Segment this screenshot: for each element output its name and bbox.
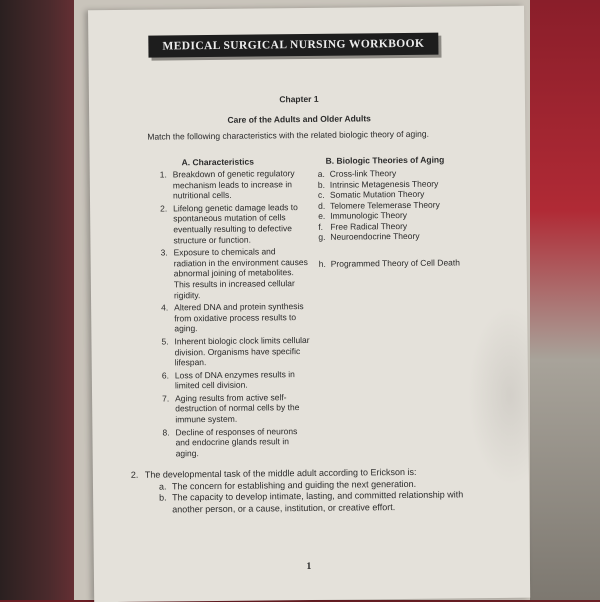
list-item: 3. Exposure to chemicals and radiation in the environment causes abnormal joining of metabolites. This results in increased cellular rigidity. <box>160 246 308 300</box>
question-2 <box>131 466 471 516</box>
list-item: 4. Altered DNA and protein synthesis from oxidative process results to aging. <box>161 301 304 334</box>
list-item: d. Telomere Telemerase Theory <box>318 199 440 211</box>
list-item: 1. Breakdown of genetic regulatory mechanism leads to increase in nutritional cells. <box>159 168 295 201</box>
characteristics-list <box>160 168 313 461</box>
workbook-page <box>88 6 530 602</box>
background-left <box>0 0 80 600</box>
question-stem: 2. The developmental task of the middle adult according to Erickson is: <box>130 466 417 480</box>
column-b-heading: B. Biologic Theories of Aging <box>325 154 445 166</box>
list-item: g. Neuroendocrine Theory <box>318 230 420 242</box>
list-item: c. Somatic Mutation Theory <box>317 188 425 200</box>
list-item: f. Free Radical Theory <box>318 220 408 232</box>
page-number: 1 <box>306 560 312 573</box>
chapter-number: Chapter 1 <box>279 93 319 105</box>
list-item: 5. Inherent biologic clock limits cellular division. Organisms have specific lifespan. <box>161 334 310 368</box>
lighting-shadow <box>467 306 529 487</box>
list-item: 2. Lifelong genetic damage leads to spontaneous mutation of cells eventually resulting to defective structure or function. <box>160 201 298 245</box>
list-item: 6. Loss of DNA enzymes results in limited cell division. <box>161 368 295 391</box>
list-item: a. Cross-link Theory <box>317 168 397 179</box>
answer-option-b: b. The capacity to develop intimate, lasting, and committed relationship with another person, or a cause, institution, or creative effort. <box>159 489 464 514</box>
list-item: h. Programmed Theory of Cell Death <box>318 256 461 269</box>
column-a-heading: A. Characteristics <box>181 156 254 168</box>
answer-option-a: a. The concern for establishing and guiding the next generation. <box>158 478 417 492</box>
list-item: 8. Decline of responses of neurons and endocrine glands result in aging. <box>162 425 298 459</box>
chapter-title: Care of the Adults and Older Adults <box>227 113 371 125</box>
list-item: b. Intrinsic Metagenesis Theory <box>317 178 439 190</box>
list-item: e. Immunologic Theory <box>318 209 408 221</box>
book-title-banner: MEDICAL SURGICAL NURSING WORKBOOK <box>148 33 438 58</box>
list-item: 7. Aging results from active self-destruction of normal cells by the immune system. <box>162 392 300 425</box>
matching-instructions: Match the following characteristics with the related biologic theory of aging. <box>147 128 429 142</box>
theories-list <box>318 167 469 269</box>
